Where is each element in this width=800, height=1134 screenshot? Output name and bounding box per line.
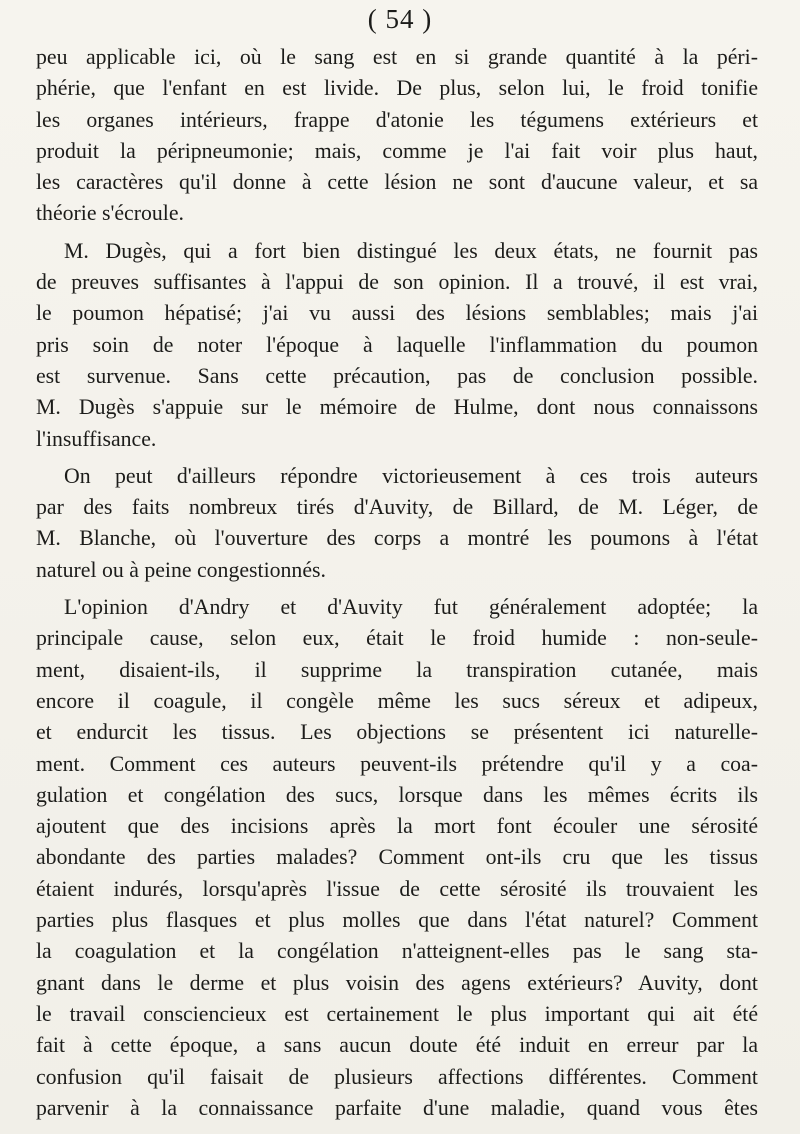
paragraph (36, 592, 758, 1124)
text-line: abondante des parties malades? Comment ont-ils cru que les tissus (36, 845, 758, 870)
text-line: les caractères qu'il donne à cette lésion ne sont d'aucune valeur, et sa (36, 170, 758, 195)
text-line: fait à cette époque, a sans aucun doute été induit en erreur par la (36, 1033, 758, 1058)
text-line: phérie, que l'enfant en est livide. De plus, selon lui, le froid tonifie (36, 76, 758, 101)
text-line: étaient indurés, lorsqu'après l'issue de cette sérosité ils trouvaient les (36, 876, 758, 901)
text-line: parvenir à la connaissance parfaite d'une maladie, quand vous êtes (36, 1095, 758, 1120)
text-line: de preuves suffisantes à l'appui de son opinion. Il a trouvé, il est vrai, (36, 270, 758, 295)
text-line: principale cause, selon eux, était le froid humide : non-seule- (36, 626, 758, 651)
text-line: est survenue. Sans cette précaution, pas de conclusion possible. (36, 363, 758, 388)
text-line: peu applicable ici, où le sang est en si grande quantité à la péri- (36, 45, 758, 69)
paragraph (36, 236, 758, 455)
paragraph (36, 461, 758, 586)
text-line: le poumon hépatisé; j'ai vu aussi des lésions semblables; mais j'ai (36, 301, 758, 326)
text-line: le travail consciencieux est certainement le plus important qui ait été (36, 1001, 758, 1026)
text-line: ment. Comment ces auteurs peuvent-ils prétendre qu'il y a coa- (36, 751, 758, 776)
text-line: la coagulation et la congélation n'atteignent-elles pas le sang sta- (36, 939, 758, 964)
text-line: confusion qu'il faisait de plusieurs affections différentes. Comment (36, 1064, 758, 1089)
text-line: encore il coagule, il congèle même les sucs séreux et adipeux, (36, 688, 758, 713)
text-line: ment, disaient-ils, il supprime la transpiration cutanée, mais (36, 657, 758, 682)
text-line: l'insuffisance. (36, 426, 157, 451)
text-line: produit la péripneumonie; mais, comme je l'ai fait voir plus haut, (36, 138, 758, 163)
text-line: parties plus flasques et plus molles que dans l'état naturel? Comment (36, 908, 758, 933)
text-line: par des faits nombreux tirés d'Auvity, de Billard, de M. Léger, de (36, 495, 758, 520)
page-number: ( 54 ) (367, 4, 433, 34)
text-line: ajoutent que des incisions après la mort font écouler une sérosité (36, 814, 758, 839)
text-line: les organes intérieurs, frappe d'atonie les tégumens extérieurs et (36, 107, 758, 132)
text-line: M. Blanche, où l'ouverture des corps a montré les poumons à l'état (36, 526, 758, 551)
text-line: L'opinion d'Andry et d'Auvity fut généralement adoptée; la (64, 595, 758, 620)
text-line: et endurcit les tissus. Les objections se présentent ici naturelle- (36, 720, 758, 745)
text-line: théorie s'écroule. (36, 201, 184, 226)
text-line: gnant dans le derme et plus voisin des agens extérieurs? Auvity, dont (36, 970, 758, 995)
text-line: naturel ou à peine congestionnés. (36, 557, 326, 582)
text-line: gulation et congélation des sucs, lorsque dans les mêmes écrits ils (36, 782, 758, 807)
paragraph (36, 42, 758, 230)
body-text (36, 42, 758, 1124)
text-line: On peut d'ailleurs répondre victorieusement à ces trois auteurs (64, 463, 758, 488)
text-line: pris soin de noter l'époque à laquelle l'inflammation du poumon (36, 332, 758, 357)
text-line: M. Dugès s'appuie sur le mémoire de Hulme, dont nous connaissons (36, 395, 758, 420)
text-line: M. Dugès, qui a fort bien distingué les deux états, ne fournit pas (64, 238, 758, 263)
